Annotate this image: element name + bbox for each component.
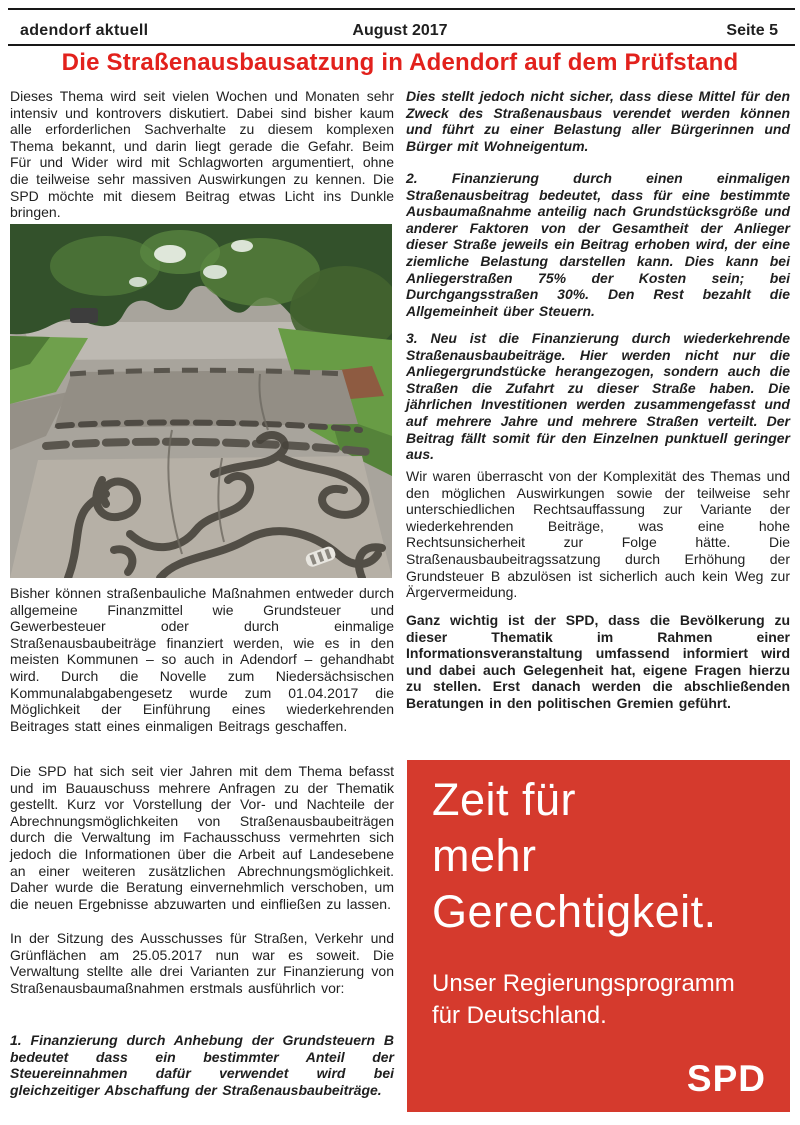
ad-subline: Unser Regierungsprogramm für Deutschland. xyxy=(432,970,735,1029)
body-paragraph: Wir waren überrascht von der Komplexität des Themas und den möglichen Auswirkungen sowie der teilweise sehr unterschiedlichen Rechtsauffassung zur Variante der wiederkehrenden Beiträge, was eine hohe Rechtsunsicherheit zur Folge hätte. Die Straßenausbaubeitragssatzung durch Erhöhung der Grundsteuer B abzulösen ist sicherlich auch kein Weg zur Ärgervermeidung. xyxy=(406,468,790,601)
body-paragraph: Dies stellt jedoch nicht sicher, dass diese Mittel für den Zweck des Straßenausbaus verendet werden können und führt zu einer Belastung aller Bürgerinnen und Bürger mit Wohneigentum. xyxy=(406,88,790,154)
article-title: Die Straßenausbausatzung in Adendorf auf dem Prüfstand xyxy=(61,49,739,76)
spd-logo: SPD xyxy=(686,1058,766,1099)
header-publication: adendorf aktuell xyxy=(20,22,149,39)
spd-advertisement xyxy=(407,760,790,1112)
ad-headline-line-3: Gerechtigkeit. xyxy=(432,886,717,937)
header-page-number: Seite 5 xyxy=(726,22,778,39)
body-paragraph: Die SPD hat sich seit vier Jahren mit dem Thema befasst und im Bauauschuss mehrere Anfragen zu der Thematik gestellt. Kurz vor Vorstellung der Vor- und Nachteile der Abrechnungsmöglichkeiten von Straßenausbaubeiträgen durch die Verwaltung im Fachausschuss vermehrten sich jedoch die Informationen über die Arbeit auf Landesebene an einer weiteren zusätzlichen Abrechnungsmöglichkeit. Daher wurde die Beratung einvernehmlich verschoben, um die neuen Ergebnisse abzuwarten und einfließen zu lassen. xyxy=(10,763,394,912)
body-paragraph: Bisher können straßenbauliche Maßnahmen entweder durch allgemeine Finanzmittel wie Grundsteuer und Gewerbesteuer oder durch einmalige Straßenausbaubeiträge finanziert werden, wie es in den meisten Kommunen – so auch in Adendorf – gehandhabt wird. Durch die Novelle zum Niedersächsischen Kommunalabgabengesetz wurde zum 01.04.2017 die Möglichkeit der Einführung eines wiederkehrenden Beitrages statt eines einmaligen Beitrags geschaffen. xyxy=(10,585,394,734)
body-paragraph: Dieses Thema wird seit vielen Wochen und Monaten sehr intensiv und kontrovers diskutiert. Dabei sind bisher kaum alle erforderlichen Sachverhalte zu diesem komplexen Thema bekannt, und darin liegt gerade die Gefahr. Beim Für und Wider wird mit Schlagworten argumentiert, ohne die teilweise sehr massiven Auswirkungen zu kennen. Die SPD möchte mit diesem Beitrag etwas Licht ins Dunkle bringen. xyxy=(10,88,394,221)
body-paragraph: Ganz wichtig ist der SPD, dass die Bevölkerung zu dieser Thematik im Rahmen einer Informationsveranstaltung umfassend informiert wird und dabei auch Gelegenheit hat, eigene Fragen hierzu zu stellen. Erst danach werden die abschließenden Beratungen in den politischen Gremien geführt. xyxy=(406,612,790,711)
road-photo xyxy=(10,224,392,578)
numbered-item-1: 1. Finanzierung durch Anhebung der Grundsteuern B bedeutet dass ein bestimmter Anteil der Steuereinnahmen dafür verwendet wird bei gleichzeitiger Abschaffung der Straßenausbaubeiträge. xyxy=(10,1032,394,1098)
header-top-rule xyxy=(8,8,795,10)
body-paragraph: In der Sitzung des Ausschusses für Straßen, Verkehr und Grünflächen am 25.05.2017 nun war es soweit. Die Verwaltung stellte alle drei Varianten zur Finanzierung von Straßenausbaumaßnahmen erstmals ausführlich vor: xyxy=(10,930,394,996)
numbered-item-2: 2. Finanzierung durch einen einmaligen Straßenausbeitrag bedeutet, dass für eine bestimmte Ausbaumaßnahme anteilig nach Grundstücksgröße und anderer Faktoren von der Gesamtheit der Anlieger dieser Straße jeweils ein Beitrag erhoben wird, der eine ziemliche Belastung darstellen kann. Dies kann bei Anliegerstraßen 75% der Kosten sein; bei Durchgangsstraßen 30%. Den Rest bezahlt die Allgemeinheit über Steuern. xyxy=(406,170,790,319)
numbered-item-3: 3. Neu ist die Finanzierung durch wiederkehrende Straßenausbaubeiträge. Hier werden nicht nur die Anliegergrundstücke herangezogen, sondern auch die Straßen die Zufahrt zu dieser Straße haben. Die jährlichen Investitionen werden zusammengefasst und auf mehrere Jahre und mehrere Straßen verteilt. Der Beitrag fällt somit für den Einzelnen punktuell geringer aus. xyxy=(406,330,790,463)
right-column xyxy=(406,88,790,712)
ad-headline-line-2: mehr xyxy=(432,830,537,881)
ad-headline-line-1: Zeit für xyxy=(432,774,577,825)
header-bottom-rule xyxy=(8,44,795,46)
left-column xyxy=(10,88,394,1098)
ad-headline xyxy=(432,772,717,940)
header-date: August 2017 xyxy=(352,22,448,39)
road-photo-illustration xyxy=(10,224,392,578)
